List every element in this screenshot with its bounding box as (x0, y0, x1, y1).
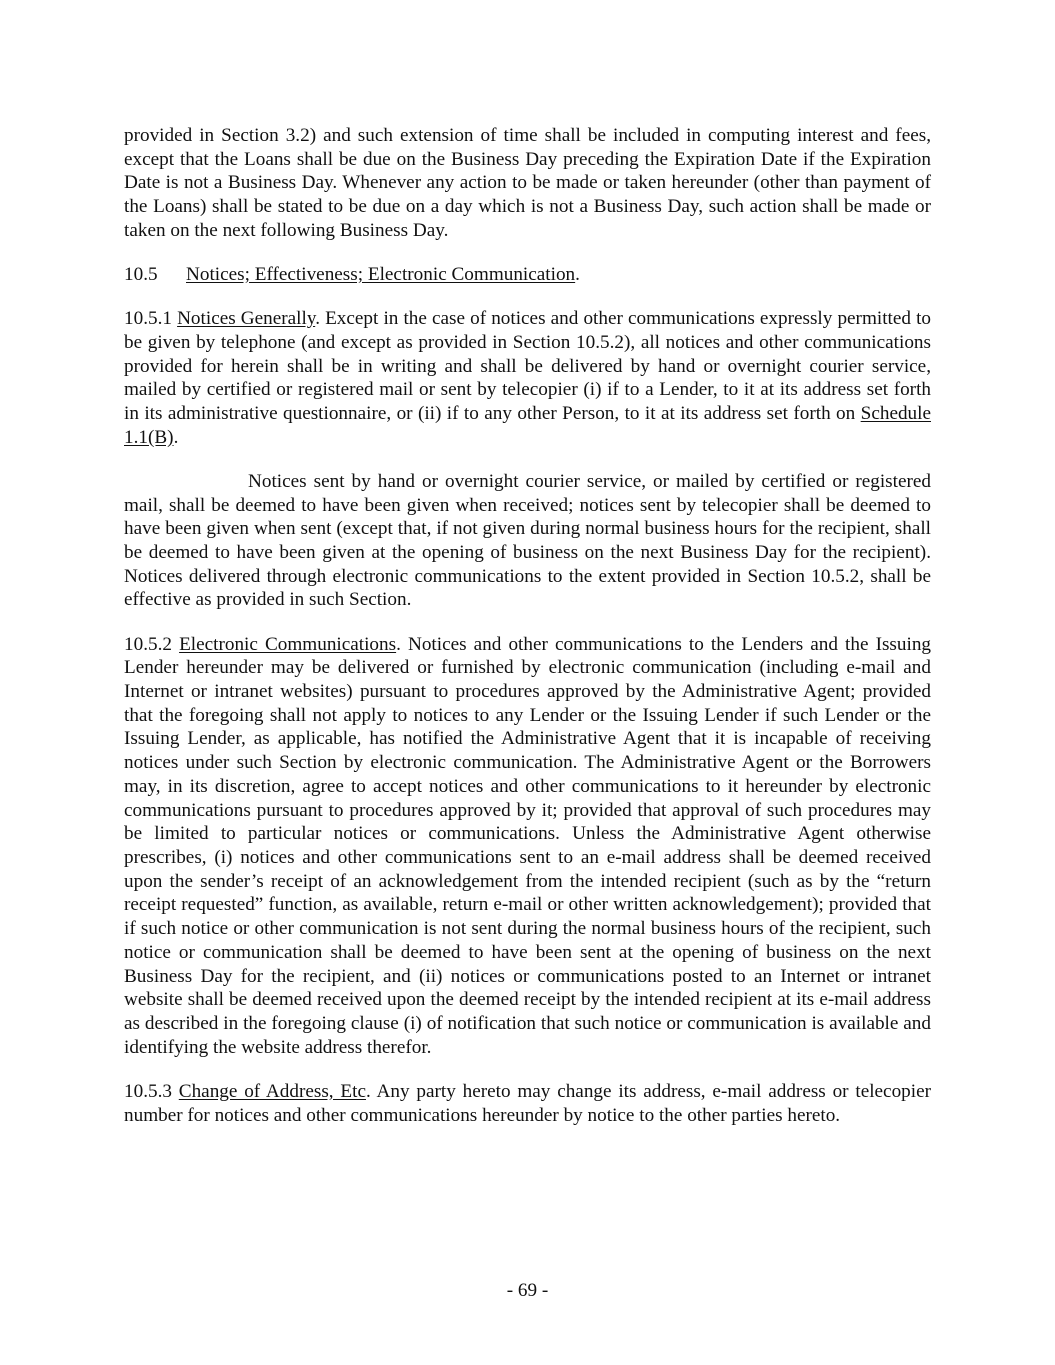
section-10-5-2-title: Electronic Communications (179, 633, 397, 655)
section-10-5-2-paragraph (124, 633, 931, 1060)
section-10-5-trailing: . (575, 264, 580, 286)
section-10-5-3-body: . Any party hereto may change its address, e-mail address or telecopier number for notices and other communications hereunder by notice to the other parties hereto. (124, 1080, 931, 1126)
schedule-reference: Schedule 1.1(B) (124, 403, 931, 448)
page-number: - 69 - (506, 1280, 549, 1301)
section-10-5-1-title: Notices Generally (177, 308, 316, 330)
section-10-5-1-second-paragraph: Notices sent by hand or overnight courier service, or mailed by certified or registered mail, shall be deemed to have been given when received; notices sent by telecopier shall be deemed to have been given when sent (except that, if not given during normal business hours for the recipient, shall be deemed to have been given at the opening of business on the next Business Day for the recipient). Notices delivered through electronic communications to the extent provided in Section 10.5.2, shall be effective as provided in such Section. (124, 470, 931, 611)
section-10-5-heading (124, 263, 931, 287)
section-10-5-3-paragraph (124, 1080, 931, 1127)
section-10-5-1-body: . Except in the case of notices and other communications expressly permitted to be given by telephone (and except as provided in Section 10.5.2), all notices and other communications provided for herein shall be in writing and shall be delivered by hand or overnight courier service, mailed by certified or registered mail or sent by telecopier (i) if to a Lender, to it at its address set forth in its administrative questionnaire, or (ii) if to any other Person, to it at its address set forth on (124, 308, 931, 425)
section-10-5-2-number: 10.5.2 (124, 633, 172, 655)
continuation-paragraph: provided in Section 3.2) and such extension of time shall be included in computing interest and fees, except that the Loans shall be due on the Business Day preceding the Expiration Date if the Expiration Date is not a Business Day. Whenever any action to be made or taken hereunder (other than payment of the Loans) shall be stated to be due on a day which is not a Business Day, such action shall be made or taken on the next following Business Day. (124, 125, 931, 241)
section-10-5-2-body: . Notices and other communications to the Lenders and the Issuing Lender hereunder may be delivered or furnished by electronic communication (including e-mail and Internet or intranet websites) pursuant to procedures approved by the Administrative Agent; provided that the foregoing shall not apply to notices to any Lender or the Issuing Lender if such Lender or the Issuing Lender, as applicable, has notified the Administrative Agent that it is incapable of receiving notices under such Section by electronic communication. The Administrative Agent or the Borrowers may, in its discretion, agree to accept notices and other communications to it hereunder by electronic communications pursuant to procedures approved by it; provided that approval of such procedures may be limited to particular notices or communications. Unless the Administrative Agent otherwise prescribes, (i) notices and other communications sent to an e-mail address shall be deemed received upon the sender’s receipt of an acknowledgement from the intended recipient (such as by the “return receipt requested” function, as available, return e-mail or other written acknowledgement); provided that if such notice or other communication is not sent during the normal business hours of the recipient, such notice or communication shall be deemed to have been sent at the opening of business on the next Business Day for the recipient, and (ii) notices or communications posted to an Internet or intranet website shall be deemed received upon the deemed receipt by the intended recipient at its e-mail address as described in the foregoing clause (i) of notification that such notice or communication is available and identifying the website address therefor. (124, 633, 932, 1058)
document-page (124, 124, 931, 1148)
section-10-5-3-title: Change of Address, Etc (178, 1080, 366, 1102)
section-10-5-1-paragraph (124, 307, 931, 449)
section-10-5-3-number: 10.5.3 (124, 1080, 172, 1102)
section-10-5-1-end: . (173, 426, 179, 448)
section-10-5-1-number: 10.5.1 (124, 308, 172, 330)
section-10-5-number: 10.5 (124, 264, 158, 286)
section-10-5-title: Notices; Effectiveness; Electronic Communication (186, 264, 576, 286)
